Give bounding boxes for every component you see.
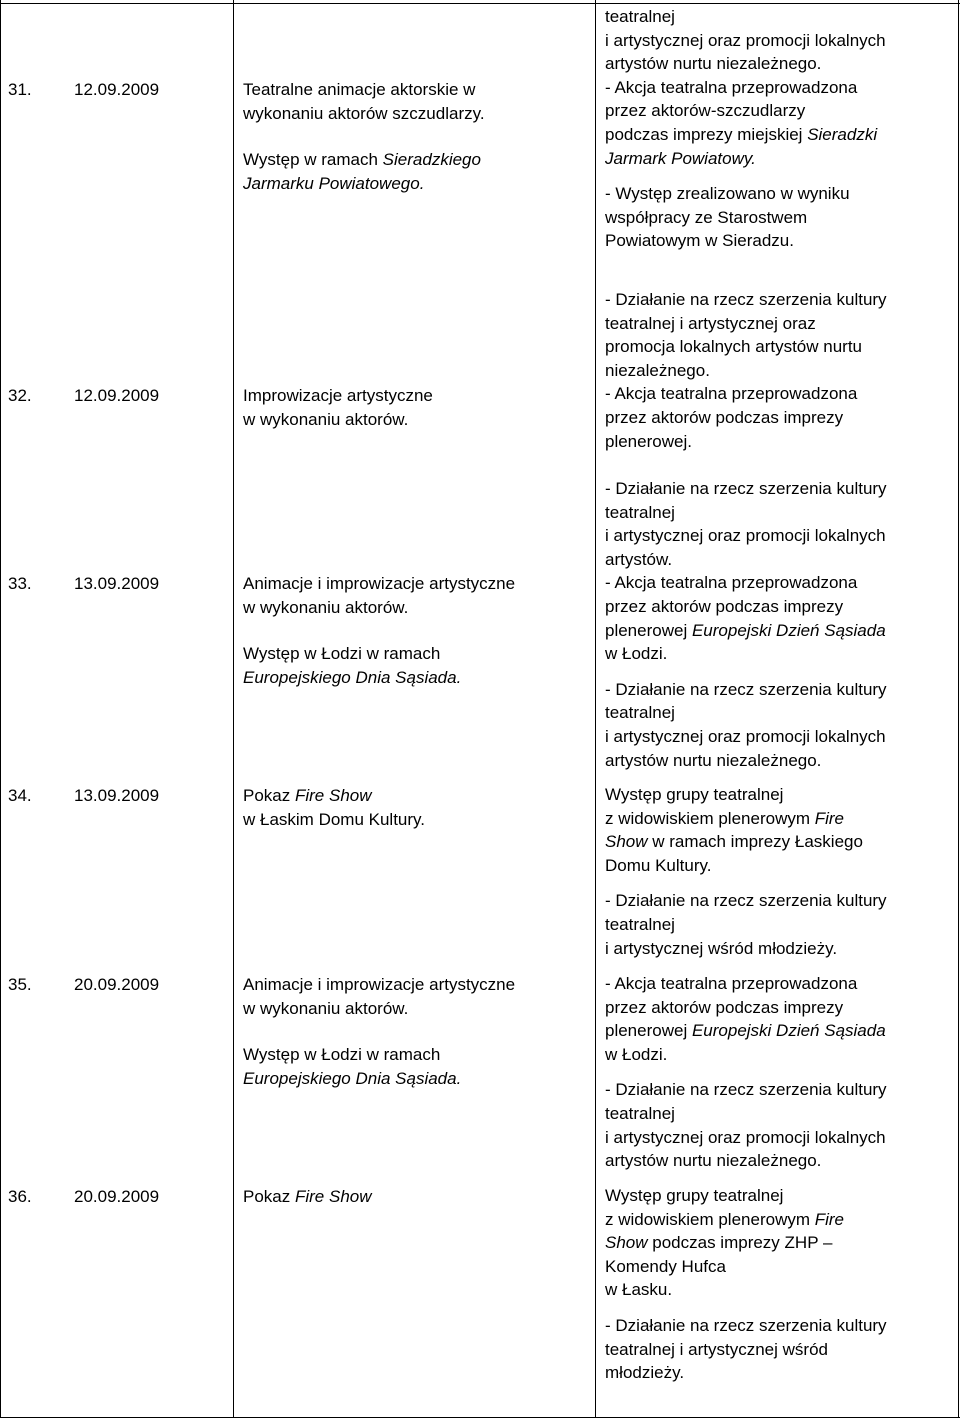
table-border-left <box>0 0 1 1418</box>
description-cell: - Działanie na rzecz szerzenia kultury teatralnej i artystycznej oraz promocji lokalnych artystów. - Akcja teatralna przeprowadzona przez aktorów podczas imprezy plenerowej Europejski Dzień Sąsiada w Łodzi. - Działanie na rzecz szerzenia kultury teatralnej i artystycznej oraz promocji lokalnych artystów nurtu niezależnego. <box>605 479 887 770</box>
description-cell: - Akcja teatralna przeprowadzona przez aktorów podczas imprezy plenerowej Europejski Dzień Sąsiada w Łodzi. - Działanie na rzecz szerzenia kultury teatralnej i artystycznej oraz promocji lokalnych artystów nurtu niezależnego. <box>605 974 887 1171</box>
column-divider <box>595 0 596 1418</box>
event-note: Występ w ramach Sieradzkiego <box>243 150 481 169</box>
table-border-top <box>0 3 960 4</box>
row-date: 12.09.2009 <box>74 80 160 99</box>
event-title: Teatralne animacje aktorskie w <box>243 80 476 99</box>
event-title: Pokaz Fire Show <box>243 1187 372 1206</box>
table-border-bottom <box>0 1417 960 1418</box>
table-border-right <box>958 0 959 1418</box>
row-date: 12.09.2009 <box>74 386 160 405</box>
event-note: Jarmarku Powiatowego. <box>243 174 425 193</box>
description-cell: - Działanie na rzecz szerzenia kultury teatralnej i artystycznej oraz promocja lokalnych artystów nurtu niezależnego. - Akcja teatralna przeprowadzona przez aktorów podczas imprezy plenerowej. <box>605 290 887 451</box>
event-title: wykonaniu aktorów szczudlarzy. <box>243 104 485 123</box>
event-title: Animacje i improwizacje artystyczne <box>243 975 516 994</box>
description-cell: Występ grupy teatralnej z widowiskiem plenerowym Fire Show w ramach imprezy Łaskiego Domu Kultury. - Działanie na rzecz szerzenia kultury teatralnej i artystycznej wśród młodzieży. <box>605 785 887 958</box>
event-title: w wykonaniu aktorów. <box>243 999 409 1018</box>
row-date: 20.09.2009 <box>74 1187 160 1206</box>
row-number: 32. <box>8 386 32 405</box>
row-number: 35. <box>8 975 32 994</box>
description-cell: teatralnej i artystycznej oraz promocji lokalnych artystów nurtu niezależnego. - Akcja teatralna przeprowadzona przez aktorów-szczudlarzy podczas imprezy miejskiej Sieradzki Jarmark Powiatowy. - Występ zrealizowano w wyniku współpracy ze Starostwem Powiatowym w Sieradzu. <box>605 7 886 251</box>
row-number: 33. <box>8 574 32 593</box>
event-note: Występ w Łodzi w ramach <box>243 1045 441 1064</box>
event-note: Europejskiego Dnia Sąsiada. <box>243 1069 462 1088</box>
event-title: Pokaz Fire Show <box>243 786 372 805</box>
row-date: 13.09.2009 <box>74 786 160 805</box>
event-title: Improwizacje artystyczne <box>243 386 433 405</box>
event-note: Europejskiego Dnia Sąsiada. <box>243 668 462 687</box>
row-number: 31. <box>8 80 32 99</box>
description-cell: Występ grupy teatralnej z widowiskiem plenerowym Fire Show podczas imprezy ZHP – Komendy Hufca w Łasku. - Działanie na rzecz szerzenia kultury teatralnej i artystycznej wśród młodzieży. <box>605 1186 887 1383</box>
event-title: w wykonaniu aktorów. <box>243 598 409 617</box>
event-title: w wykonaniu aktorów. <box>243 410 409 429</box>
column-divider <box>233 0 234 1418</box>
row-number: 36. <box>8 1187 32 1206</box>
event-note: Występ w Łodzi w ramach <box>243 644 441 663</box>
row-date: 13.09.2009 <box>74 574 160 593</box>
event-title: w Łaskim Domu Kultury. <box>243 810 426 829</box>
row-date: 20.09.2009 <box>74 975 160 994</box>
event-title: Animacje i improwizacje artystyczne <box>243 574 516 593</box>
row-number: 34. <box>8 786 32 805</box>
